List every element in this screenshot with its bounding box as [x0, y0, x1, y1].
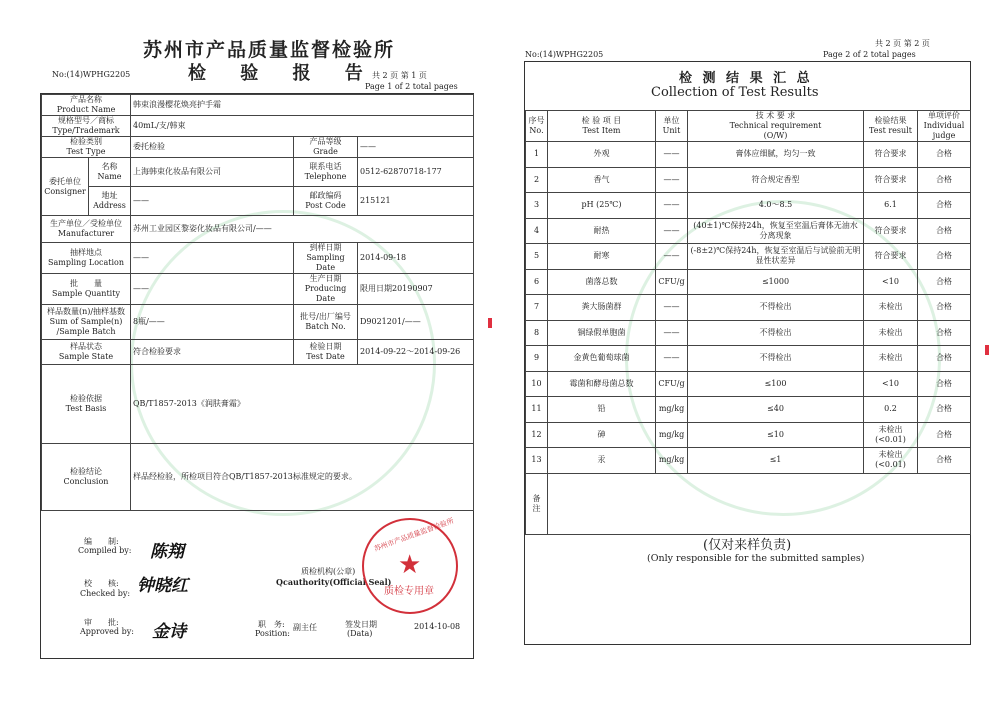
result-unit: ——	[656, 244, 688, 270]
table-row	[526, 448, 971, 474]
sample-state-value: 符合检验要求	[131, 340, 294, 365]
result-value: 符合要求	[864, 218, 918, 244]
result-value: 6.1	[864, 193, 918, 219]
results-title-en: Collection of Test Results	[651, 85, 819, 100]
result-no: 12	[526, 422, 548, 448]
result-unit: mg/kg	[656, 422, 688, 448]
remark-label: 备 注	[526, 473, 548, 534]
footer-note-en: (Only responsible for the submitted samples)	[647, 553, 865, 564]
result-requirement: ≤100	[688, 371, 864, 397]
result-item: 砷	[548, 422, 656, 448]
table-row	[42, 137, 474, 158]
result-requirement: ≤1	[688, 448, 864, 474]
table-row	[526, 142, 971, 168]
position-label-cn: 职 务:	[258, 620, 285, 629]
result-requirement: 不得检出	[688, 295, 864, 321]
table-row	[526, 295, 971, 321]
institute-title: 苏州市产品质量监督检验所	[143, 39, 396, 61]
report-title: 检 验 报 告	[188, 63, 377, 84]
result-value: <10	[864, 269, 918, 295]
grade-label: 产品等级 Grade	[294, 137, 358, 158]
table-row	[42, 95, 474, 116]
conclusion-value: 样品经检验，所检项目符合QB/T1857-2013标准规定的要求。	[131, 444, 474, 511]
result-item: 铅	[548, 397, 656, 423]
post-code-label: 邮政编码 Post Code	[294, 187, 358, 216]
result-no: 1	[526, 142, 548, 168]
test-basis-value: QB/T1857-2013《润肤膏霜》	[131, 365, 474, 444]
page-indicator-cn: 共 2 页 第 2 页	[875, 39, 930, 48]
header-judge: 单项评价 Individual judge	[918, 111, 971, 142]
header-item: 检 验 项 目 Test Item	[548, 111, 656, 142]
result-no: 8	[526, 320, 548, 346]
result-value: 符合要求	[864, 167, 918, 193]
result-unit: CFU/g	[656, 371, 688, 397]
sample-num-value: 8瓶/——	[131, 305, 294, 340]
result-judge: 合格	[918, 448, 971, 474]
test-basis-label: 检验依据 Test Basis	[42, 365, 131, 444]
results-table	[525, 110, 971, 535]
result-judge: 合格	[918, 269, 971, 295]
report-page-1	[0, 0, 480, 704]
result-item: 外观	[548, 142, 656, 168]
producing-date-value: 限用日期20190907	[358, 274, 474, 305]
table-row	[526, 167, 971, 193]
table-row	[526, 244, 971, 270]
result-no: 10	[526, 371, 548, 397]
seal-subtext: 质检专用章	[384, 586, 434, 597]
address-label: 地址 Address	[89, 187, 131, 216]
result-no: 6	[526, 269, 548, 295]
result-judge: 合格	[918, 371, 971, 397]
result-unit: ——	[656, 346, 688, 372]
header-no: 序号 No.	[526, 111, 548, 142]
result-unit: ——	[656, 193, 688, 219]
result-unit: ——	[656, 167, 688, 193]
red-edge-mark	[488, 318, 492, 328]
sampling-date-value: 2014-09-18	[358, 243, 474, 274]
compiled-label-cn: 编 制:	[84, 537, 119, 546]
result-value: 未检出	[864, 346, 918, 372]
seal-text: 苏州市产品质量监督检验所	[373, 516, 455, 554]
header-unit: 单位 Unit	[656, 111, 688, 142]
result-requirement: (40±1)℃保持24h，恢复至室温后膏体无油水分离现象	[688, 218, 864, 244]
sampling-location-label: 抽样地点 Sampling Location	[42, 243, 131, 274]
table-row	[526, 422, 971, 448]
result-value: 符合要求	[864, 142, 918, 168]
table-row	[42, 365, 474, 444]
seal-star-icon: ★	[398, 550, 422, 580]
name-label: 名称 Name	[89, 158, 131, 187]
issue-date-label-cn: 签发日期	[345, 620, 377, 629]
result-value: 未检出	[864, 295, 918, 321]
result-judge: 合格	[918, 397, 971, 423]
result-item: 霉菌和酵母菌总数	[548, 371, 656, 397]
page-indicator-cn: 共 2 页 第 1 页	[372, 71, 427, 80]
result-unit: ——	[656, 218, 688, 244]
table-row	[526, 269, 971, 295]
compiler-signature: 陈翔	[150, 542, 184, 562]
result-unit: ——	[656, 320, 688, 346]
result-item: 耐寒	[548, 244, 656, 270]
result-requirement: ≤40	[688, 397, 864, 423]
result-judge: 合格	[918, 244, 971, 270]
table-row	[526, 371, 971, 397]
issue-date-label-en: (Data)	[347, 629, 373, 638]
result-judge: 合格	[918, 295, 971, 321]
result-value: 未检出 (<0.01)	[864, 422, 918, 448]
table-row	[42, 444, 474, 511]
result-judge: 合格	[918, 193, 971, 219]
authority-label-en: Qcauthority(Official Seal)	[276, 577, 392, 587]
result-requirement: 4.0～8.5	[688, 193, 864, 219]
product-name-label: 产品名称 Product Name	[42, 95, 131, 116]
phone-label: 联系电话 Telephone	[294, 158, 358, 187]
manufacturer-label: 生产单位／受检单位 Manufacturer	[42, 216, 131, 243]
info-table	[41, 94, 474, 511]
conclusion-label: 检验结论 Conclusion	[42, 444, 131, 511]
result-unit: mg/kg	[656, 448, 688, 474]
report-number: No:(14)WPHG2205	[52, 70, 131, 79]
result-unit: mg/kg	[656, 397, 688, 423]
result-value: 未检出 (<0.01)	[864, 448, 918, 474]
table-row	[42, 305, 474, 340]
sampling-location-value: ——	[131, 243, 294, 274]
table-row	[42, 158, 474, 187]
red-edge-mark	[985, 345, 989, 355]
table-row	[42, 274, 474, 305]
result-no: 3	[526, 193, 548, 219]
result-requirement: 膏体应细腻，均匀一致	[688, 142, 864, 168]
post-code-value: 215121	[358, 187, 474, 216]
table-row	[42, 243, 474, 274]
authority-label-cn: 质检机构(公章)	[301, 567, 356, 576]
result-value: <10	[864, 371, 918, 397]
checked-label-cn: 校 核:	[84, 579, 119, 588]
result-item: 香气	[548, 167, 656, 193]
result-judge: 合格	[918, 142, 971, 168]
page-indicator-en: Page 2 of 2 total pages	[823, 50, 916, 59]
result-item: 耐热	[548, 218, 656, 244]
batch-label: 批 量 Sample Quantity	[42, 274, 131, 305]
header-result: 检验结果 Test result	[864, 111, 918, 142]
result-requirement: 不得检出	[688, 346, 864, 372]
sampling-date-label: 到样日期 Sampling Date	[294, 243, 358, 274]
result-value: 0.2	[864, 397, 918, 423]
results-title-cn: 检 测 结 果 汇 总	[679, 71, 813, 86]
official-seal	[362, 518, 458, 614]
table-row	[526, 193, 971, 219]
phone-value: 0512-62870718-177	[358, 158, 474, 187]
result-item: 铜绿假单胞菌	[548, 320, 656, 346]
result-unit: ——	[656, 295, 688, 321]
producing-date-label: 生产日期 Producing Date	[294, 274, 358, 305]
issue-date-value: 2014-10-08	[414, 622, 461, 631]
address-value: ——	[131, 187, 294, 216]
table-row	[526, 320, 971, 346]
result-value: 符合要求	[864, 244, 918, 270]
test-date-label: 检验日期 Test Date	[294, 340, 358, 365]
product-name-value: 韩束浪漫樱花焕亮护手霜	[131, 95, 474, 116]
compiled-label-en: Compiled by:	[78, 546, 132, 555]
result-judge: 合格	[918, 167, 971, 193]
result-no: 5	[526, 244, 548, 270]
result-item: 金黄色葡萄球菌	[548, 346, 656, 372]
result-requirement: 不得检出	[688, 320, 864, 346]
batch-no-label: 批号/出厂编号 Batch No.	[294, 305, 358, 340]
test-type-label: 检验类别 Test Type	[42, 137, 131, 158]
consigner-label: 委托单位 Consigner	[42, 158, 89, 216]
grade-value: ——	[358, 137, 474, 158]
report-number: No:(14)WPHG2205	[525, 50, 604, 59]
footer-note-cn: (仅对来样负责)	[703, 538, 792, 553]
table-header-row	[526, 111, 971, 142]
model-label: 规格型号／商标 Type/Trademark	[42, 116, 131, 137]
header-requirement: 技 术 要 求 Technical requirement (O/W)	[688, 111, 864, 142]
result-value: 未检出	[864, 320, 918, 346]
result-no: 4	[526, 218, 548, 244]
approver-signature: 金诗	[152, 622, 186, 642]
result-item: pH (25℃)	[548, 193, 656, 219]
table-row	[42, 340, 474, 365]
result-judge: 合格	[918, 218, 971, 244]
model-value: 40mL/支/韩束	[131, 116, 474, 137]
page-indicator-en: Page 1 of 2 total pages	[365, 82, 458, 91]
table-row	[42, 187, 474, 216]
result-judge: 合格	[918, 320, 971, 346]
table-row	[42, 116, 474, 137]
sample-state-label: 样品状态 Sample State	[42, 340, 131, 365]
consigner-name-value: 上海韩束化妆品有限公司	[131, 158, 294, 187]
result-item: 菌落总数	[548, 269, 656, 295]
result-item: 汞	[548, 448, 656, 474]
approved-label-en: Approved by:	[80, 627, 134, 636]
checked-label-en: Checked by:	[80, 589, 131, 598]
batch-no-value: D9021201/——	[358, 305, 474, 340]
table-row	[526, 397, 971, 423]
result-no: 9	[526, 346, 548, 372]
result-no: 11	[526, 397, 548, 423]
result-no: 7	[526, 295, 548, 321]
table-row	[526, 346, 971, 372]
report-page-2	[505, 0, 990, 704]
result-unit: CFU/g	[656, 269, 688, 295]
sample-num-label: 样品数量(n)/抽样基数 Sum of Sample(n) /Sample Batch	[42, 305, 131, 340]
table-row	[526, 218, 971, 244]
result-requirement: ≤1000	[688, 269, 864, 295]
manufacturer-value: 苏州工业园区黎姿化妆品有限公司/——	[131, 216, 474, 243]
approved-label-cn: 审 批:	[84, 618, 119, 627]
position-value: 副主任	[293, 623, 317, 632]
table-row	[42, 216, 474, 243]
remark-value	[548, 473, 971, 534]
position-label-en: Position:	[255, 629, 290, 638]
batch-value: ——	[131, 274, 294, 305]
result-no: 13	[526, 448, 548, 474]
result-requirement: (-8±2)℃保持24h，恢复至室温后与试验前无明显性状差异	[688, 244, 864, 270]
result-unit: ——	[656, 142, 688, 168]
result-item: 粪大肠菌群	[548, 295, 656, 321]
result-requirement: ≤10	[688, 422, 864, 448]
result-requirement: 符合规定香型	[688, 167, 864, 193]
result-judge: 合格	[918, 346, 971, 372]
test-date-value: 2014-09-22～2014-09-26	[358, 340, 474, 365]
remark-row	[526, 473, 971, 534]
checker-signature: 钟晓红	[137, 576, 188, 596]
result-judge: 合格	[918, 422, 971, 448]
result-no: 2	[526, 167, 548, 193]
test-type-value: 委托检验	[131, 137, 294, 158]
